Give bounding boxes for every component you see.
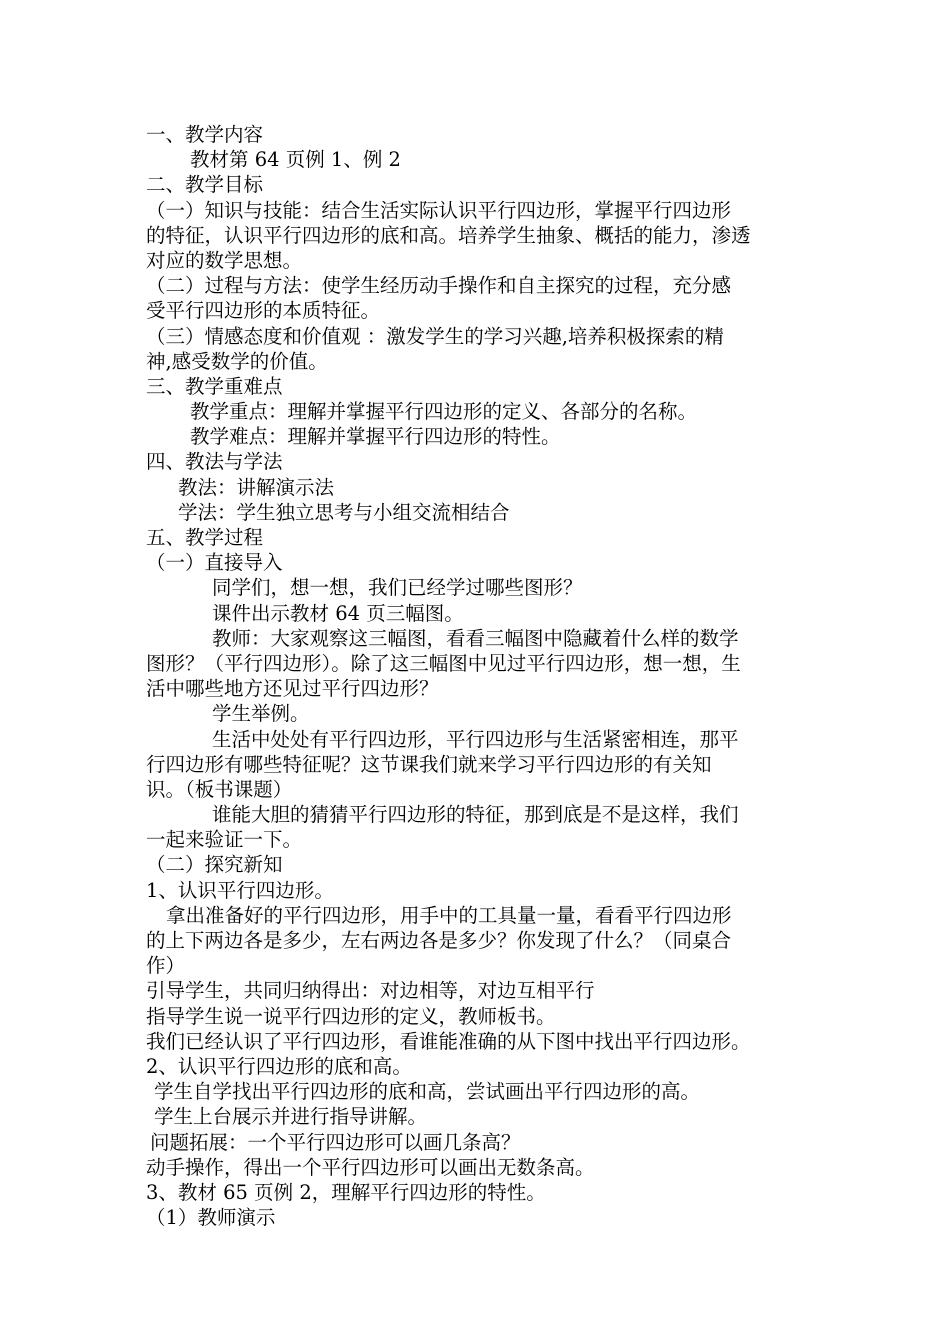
text-line: 问题拓展：一个平行四边形可以画几条高？ [150,1130,521,1154]
text-line: 三、教学重难点 [146,374,283,398]
lesson-plan-body [146,122,836,1230]
text-line: （三）情感态度和价值观 ：激发学生的学习兴趣,培养积极探索的精 [146,324,724,348]
text-line: 作） [146,954,186,978]
text-line: （1）教师演示 [146,1206,276,1230]
text-line: 拿出准备好的平行四边形，用手中的工具量一量，看看平行四边形 [166,903,732,927]
text-line: 谁能大胆的猜猜平行四边形的特征，那到底是不是这样，我们 [212,803,739,827]
text-line: 引导学生，共同归纳得出：对边相等，对边互相平行 [146,979,595,1003]
text-line: 的上下两边各是多少，左右两边各是多少？你发现了什么？（同桌合 [146,929,732,952]
text-line: 一起来验证一下。 [146,828,303,852]
text-line: 对应的数学思想。 [146,248,303,272]
text-line: 图形？（平行四边形）。除了这三幅图中见过平行四边形，想一想，生 [146,651,741,675]
text-line: （二）探究新知 [146,853,283,877]
text-line: 的特征，认识平行四边形的底和高。培养学生抽象、概括的能力，渗透 [146,223,751,247]
text-line: 指导学生说一说平行四边形的定义，教师板书。 [146,1004,556,1028]
text-line: 教师：大家观察这三幅图，看看三幅图中隐藏着什么样的数学 [212,626,739,650]
text-line: 二、教学目标 [146,173,264,197]
text-line: 学法：学生独立思考与小组交流相结合 [178,500,510,524]
text-line: 我们已经认识了平行四边形，看谁能准确的从下图中找出平行四边形。 [146,1029,751,1053]
text-line: 教材第 64 页例 1、例 2 [190,148,401,172]
text-line: 四、教法与学法 [146,450,283,474]
text-line: 课件出示教材 64 页三幅图。 [212,601,464,625]
text-line: 五、教学过程 [146,526,264,549]
text-line: （一）直接导入 [146,551,283,575]
text-line: 同学们，想一想，我们已经学过哪些图形？ [212,576,583,600]
text-line: 受平行四边形的本质特征。 [146,299,381,323]
text-line: 动手操作，得出一个平行四边形可以画出无数条高。 [146,1155,595,1179]
text-line: 1、认识平行四边形。 [146,878,334,902]
text-line: 2、认识平行四边形的底和高。 [146,1054,412,1078]
text-line: 学生举例。 [212,702,310,726]
text-line: （一）知识与技能：结合生活实际认识平行四边形，掌握平行四边形 [146,198,732,222]
text-line: 一、教学内容 [146,123,264,146]
text-line: 行四边形有哪些特征呢？这节课我们就来学习平行四边形的有关知 [146,752,712,776]
text-line: 生活中处处有平行四边形，平行四边形与生活紧密相连，那平 [212,727,739,751]
text-line: 教法：讲解演示法 [178,475,335,499]
text-line: 教学重点：理解并掌握平行四边形的定义、各部分的名称。 [190,400,698,424]
text-line: 学生上台展示并进行指导讲解。 [154,1105,428,1129]
text-line: 3、教材 65 页例 2，理解平行四边形的特性。 [146,1180,546,1204]
text-line: 神,感受数学的价值。 [146,349,328,373]
text-line: （二）过程与方法：使学生经历动手操作和自主探究的过程，充分感 [146,274,732,298]
text-line: 活中哪些地方还见过平行四边形？ [146,677,439,701]
text-line: 识。（板书课题） [146,777,293,801]
text-line: 学生自学找出平行四边形的底和高，尝试画出平行四边形的高。 [154,1080,701,1104]
text-line: 教学难点：理解并掌握平行四边形的特性。 [190,425,561,449]
